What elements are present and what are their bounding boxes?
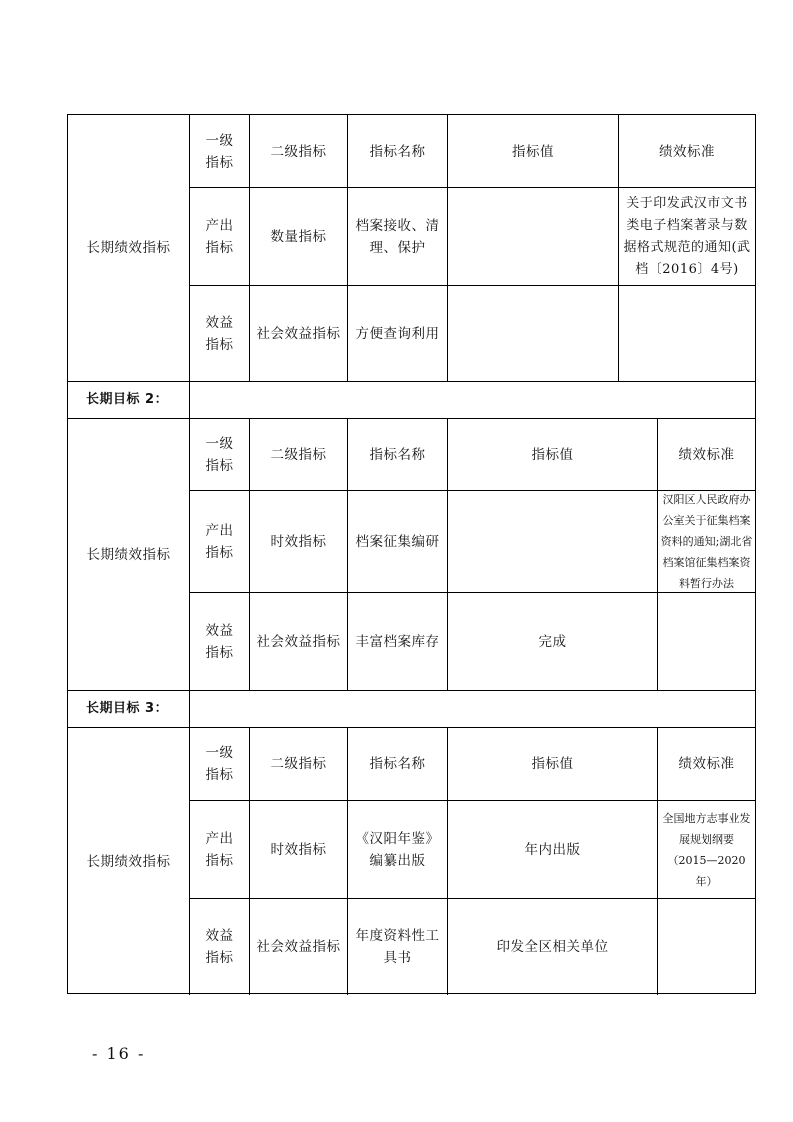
header-level1: 一级指标 bbox=[205, 435, 234, 474]
social-benefit-indicator: 社会效益指标 bbox=[256, 939, 341, 955]
indicator-name: 档案征集编研 bbox=[355, 533, 440, 550]
long-term-goal-3-label: 长期目标 3： bbox=[86, 701, 169, 716]
performance-standard bbox=[619, 286, 755, 381]
indicator-value: 年内出版 bbox=[524, 841, 581, 858]
header-standard: 绩效标准 bbox=[678, 756, 735, 772]
output-indicator-label: 产出指标 bbox=[205, 522, 234, 561]
timeliness-indicator: 时效指标 bbox=[270, 841, 327, 858]
header-standard: 绩效标准 bbox=[659, 143, 715, 160]
indicator-name: 《汉阳年鉴》编纂出版 bbox=[355, 830, 440, 869]
header-name: 指标名称 bbox=[369, 756, 426, 772]
indicator-name: 丰富档案库存 bbox=[355, 633, 440, 650]
page-number: - 16 - bbox=[92, 1044, 146, 1063]
social-benefit-indicator: 社会效益指标 bbox=[256, 325, 341, 342]
header-value: 指标值 bbox=[531, 446, 574, 463]
performance-standard: 关于印发武汉市文书类电子档案著录与数据格式规范的通知(武档〔2016〕4号) bbox=[623, 195, 751, 277]
timeliness-indicator: 时效指标 bbox=[270, 533, 327, 550]
long-term-goal-2-label: 长期目标 2： bbox=[86, 392, 169, 407]
performance-standard: 全国地方志事业发展规划纲要（2015—2020年） bbox=[662, 811, 751, 888]
header-level1: 一级指标 bbox=[205, 132, 234, 171]
quantity-indicator: 数量指标 bbox=[270, 228, 327, 245]
benefit-indicator-label: 效益指标 bbox=[205, 928, 234, 966]
performance-standard bbox=[658, 899, 755, 995]
benefit-indicator-label: 效益指标 bbox=[205, 314, 234, 353]
header-value: 指标值 bbox=[512, 143, 554, 160]
header-name: 指标名称 bbox=[369, 446, 426, 463]
indicator-value bbox=[448, 188, 618, 285]
long-term-indicator-label: 长期绩效指标 bbox=[86, 853, 171, 870]
performance-standard bbox=[658, 593, 755, 690]
header-level1: 一级指标 bbox=[205, 745, 234, 783]
output-indicator-label: 产出指标 bbox=[205, 217, 234, 256]
indicator-value bbox=[448, 286, 618, 381]
performance-indicator-table bbox=[67, 114, 756, 994]
header-standard: 绩效标准 bbox=[678, 446, 735, 463]
output-indicator-label: 产出指标 bbox=[205, 830, 234, 869]
indicator-name: 档案接收、清理、保护 bbox=[355, 217, 440, 256]
long-term-indicator-label: 长期绩效指标 bbox=[86, 546, 171, 563]
header-level2: 二级指标 bbox=[270, 446, 327, 463]
indicator-value: 印发全区相关单位 bbox=[496, 939, 609, 955]
header-level2: 二级指标 bbox=[270, 143, 327, 160]
header-value: 指标值 bbox=[531, 756, 574, 772]
indicator-name: 方便查询利用 bbox=[355, 325, 440, 342]
header-level2: 二级指标 bbox=[270, 756, 327, 772]
benefit-indicator-label: 效益指标 bbox=[205, 622, 234, 661]
header-name: 指标名称 bbox=[369, 143, 426, 160]
performance-standard: 汉阳区人民政府办公室关于征集档案资料的通知;湖北省档案馆征集档案资料暂行办法 bbox=[660, 493, 753, 590]
indicator-value bbox=[448, 491, 657, 592]
indicator-value: 完成 bbox=[538, 633, 567, 650]
social-benefit-indicator: 社会效益指标 bbox=[256, 633, 341, 650]
indicator-name: 年度资料性工具书 bbox=[355, 928, 440, 966]
long-term-indicator-label: 长期绩效指标 bbox=[86, 240, 171, 256]
